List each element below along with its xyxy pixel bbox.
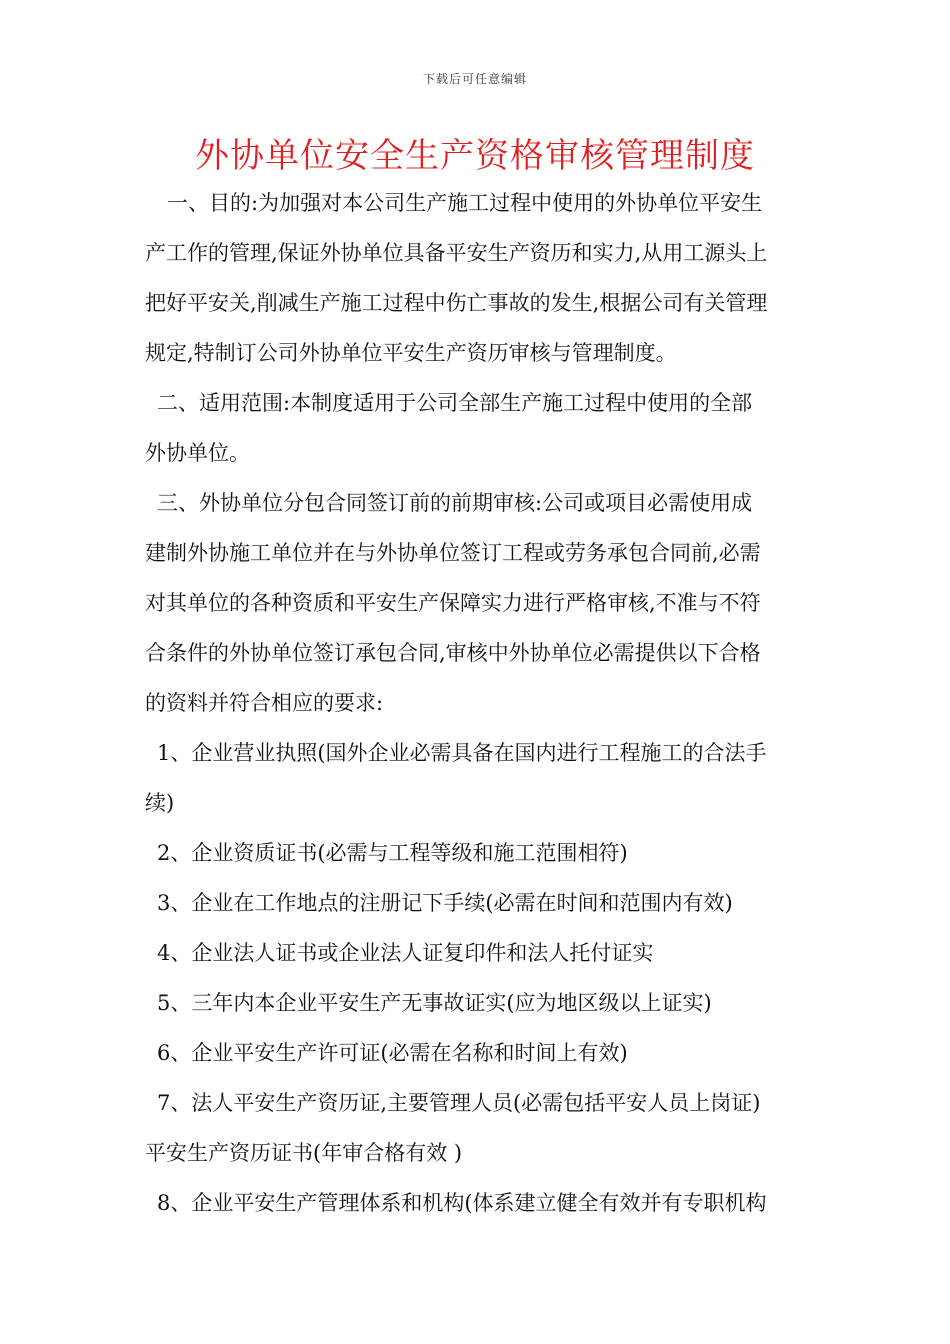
text-line: 二、适用范围:本制度适用于公司全部生产施工过程中使用的全部: [157, 391, 753, 415]
text-line: 外协单位。: [145, 441, 250, 465]
text-line: 对其单位的各种资质和平安生产保障实力进行严格审核,不准与不符: [145, 591, 761, 615]
text-line: 的资料并符合相应的要求:: [145, 691, 384, 715]
text-line: 把好平安关,削减生产施工过程中伤亡事故的发生,根据公司有关管理: [145, 291, 768, 315]
text-line: 合条件的外协单位签订承包合同,审核中外协单位必需提供以下合格: [145, 641, 761, 665]
text-line: 规定,特制订公司外协单位平安生产资历审核与管理制度。: [145, 341, 677, 365]
text-line: 平安生产资历证书(年审合格有效 ): [145, 1141, 463, 1165]
text-line: 建制外协施工单位并在与外协单位签订工程或劳务承包合同前,必需: [145, 541, 761, 565]
document-title: 外协单位安全生产资格审核管理制度: [195, 136, 755, 176]
text-line: 4、企业法人证书或企业法人证复印件和法人托付证实: [157, 941, 654, 965]
text-line: 三、外协单位分包合同签订前的前期审核:公司或项目必需使用成: [157, 491, 753, 515]
header-note: 下载后可任意编辑: [422, 72, 527, 86]
text-line: 7、法人平安生产资历证,主要管理人员(必需包括平安人员上岗证): [157, 1091, 761, 1115]
text-line: 5、三年内本企业平安生产无事故证实(应为地区级以上证实): [157, 991, 712, 1015]
document-body: [145, 178, 810, 1228]
text-line: 2、企业资质证书(必需与工程等级和施工范围相符): [157, 841, 628, 865]
text-line: 3、企业在工作地点的注册记下手续(必需在时间和范围内有效): [157, 891, 733, 915]
text-line: 续): [145, 791, 175, 815]
text-line: 6、企业平安生产许可证(必需在名称和时间上有效): [157, 1041, 628, 1065]
text-line: 一、目的:为加强对本公司生产施工过程中使用的外协单位平安生: [167, 191, 763, 215]
text-line: 1、企业营业执照(国外企业必需具备在国内进行工程施工的合法手: [157, 741, 767, 765]
text-line: 产工作的管理,保证外协单位具备平安生产资历和实力,从用工源头上: [145, 241, 768, 265]
text-line: 8、企业平安生产管理体系和机构(体系建立健全有效并有专职机构: [157, 1191, 767, 1215]
